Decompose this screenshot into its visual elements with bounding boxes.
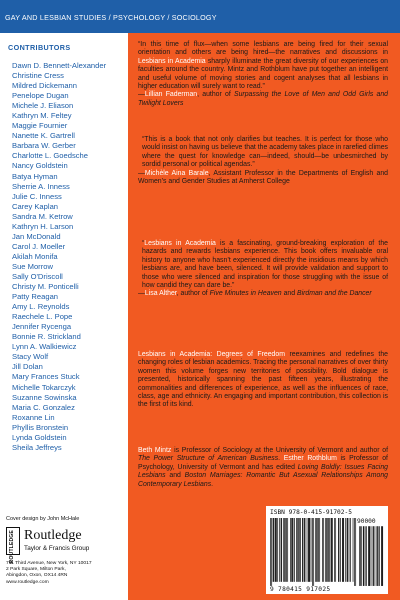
contributor-name: Lynda Goldstein	[12, 432, 67, 442]
quote-text	[138, 240, 388, 290]
description-body: reexamines and redefines the changing roles of lesbian academics. Tracing the personal narratives of over thirty women this volume forges new territories of possibility. Bold dialogue is presented, historically spanning the past fifteen years, illustrating the commonalities and differences of experience, as well as the influences of race, class, age and ethnicity. An engaging and important contribution, this collection is the first of its kind.	[138, 351, 388, 409]
barcode-bar	[340, 518, 341, 582]
quote-text: “This is a book that not only clarifies but teaches. It is perfect for those who would insist on having us believe that the academy takes place in rarefied climes where the quest for knowledge can—indeed, should—be unbesmirched by sordid personal or political agendas.”	[142, 136, 388, 169]
barcode-bar	[305, 518, 306, 582]
contributor-name: Maria C. Gonzalez	[12, 402, 75, 412]
contributor-name: Michele J. Eliason	[12, 101, 74, 111]
cover-design-credit: Cover design by John McHale	[6, 516, 80, 522]
contributor-name: Jill Dolan	[12, 362, 43, 372]
contributor-name: Michelle Tokarczyk	[12, 382, 76, 392]
editor-text: is Professor of Psychology, University of Vermont and has edited	[138, 455, 388, 471]
quote-alther	[138, 240, 388, 299]
barcode-bar	[329, 518, 330, 582]
barcode-bar	[309, 518, 310, 582]
book-title-highlight: Lesbians in Academia: Degrees of Freedom	[138, 351, 285, 358]
editors-bio	[138, 447, 388, 489]
barcode-bar	[325, 518, 326, 582]
routledge-badge	[6, 527, 20, 564]
quote-attribution	[138, 170, 388, 187]
quote-attribution	[138, 91, 388, 108]
contributor-name: Carey Kaplan	[12, 201, 59, 211]
contributor-name: Dawn D. Bennett-Alexander	[12, 61, 107, 70]
contributor-name: Julie C. Inness	[12, 191, 62, 201]
addon-bar	[359, 526, 360, 586]
address-line: 711 Third Avenue, New York, NY 10017	[6, 561, 92, 566]
editor-book: Boston Marriages: Romantic But Asexual Relationships Among Contemporary Lesbians	[138, 472, 388, 488]
barcode-panel	[266, 506, 388, 594]
quote-text-part: “In this time of flux—when some lesbians are being fired for their sexual orientation and others are being hired—the narratives and discussions in	[138, 41, 388, 57]
quote-faderman	[138, 41, 388, 108]
contributor-name: Bonnie R. Strickland	[12, 332, 81, 342]
barcode-bar	[332, 518, 333, 582]
barcode-bar	[338, 518, 339, 582]
contributor-name: Penelope Dugan	[12, 91, 69, 101]
addon-bar	[381, 526, 382, 586]
barcode-bar	[309, 518, 310, 582]
barcode-bar	[300, 518, 301, 582]
barcode-bar	[298, 518, 299, 582]
contributor-name: Jennifer Rycenga	[12, 322, 72, 332]
editor-book: The Power Structure of American Business	[138, 455, 279, 463]
editor-book: Loving Boldly: Issues Facing Lesbians	[138, 463, 389, 480]
contributor-name: Sally O'Driscoll	[12, 271, 63, 281]
contributor-name: Sherrie A. Inness	[12, 181, 70, 191]
attr-text: , author of	[176, 290, 210, 298]
editor-text: .	[278, 455, 284, 463]
contributor-name: Lynn A. Walkiewicz	[12, 342, 77, 352]
contributor-name: Christy M. Ponticelli	[12, 282, 79, 292]
contributor-name: Mary Frances Stuck	[12, 372, 80, 382]
addon-bar	[363, 526, 364, 586]
attr-name: Lisa Alther	[144, 290, 177, 298]
barcode-bar	[326, 518, 327, 582]
quote-barale	[138, 136, 388, 186]
addon-bar	[382, 526, 383, 586]
barcode-bar	[347, 518, 348, 582]
barcode-bar	[342, 518, 343, 582]
contributors-list	[12, 61, 126, 453]
barcode-bar	[273, 518, 274, 582]
contributor-name: Carol J. Moeller	[12, 241, 66, 251]
addon-bar	[378, 526, 379, 586]
barcode-bar	[304, 518, 305, 582]
barcode-bar	[317, 518, 318, 582]
barcode-bar	[354, 518, 355, 586]
addon-bar	[361, 526, 362, 586]
barcode-bar	[299, 518, 300, 582]
barcode-bar	[281, 518, 282, 582]
address-line: Abingdon, Oxon, OX14 4RN	[6, 573, 68, 579]
category-text: GAY AND LESBIAN STUDIES / PSYCHOLOGY / SOCIOLOGY	[5, 13, 217, 22]
attr-name: Michèle Aina Barale	[144, 169, 209, 177]
contributor-name: Kathryn H. Larson	[12, 221, 74, 231]
barcode-bar	[284, 518, 285, 582]
barcode-bar	[275, 518, 276, 582]
barcode-digits: 9 780415 917025	[270, 586, 331, 593]
barcode-bar	[331, 518, 332, 582]
attr-text: , author of	[197, 91, 234, 99]
publisher-address	[6, 561, 124, 586]
barcode-bar	[349, 518, 350, 582]
attr-text: and	[281, 290, 297, 298]
barcode-bar	[328, 518, 329, 582]
contributor-name: Roxanne Lin	[12, 412, 55, 422]
barcode-bar	[347, 518, 348, 582]
addon-bar	[373, 526, 374, 586]
isbn-number: ISBN 978-0-415-91702-5	[270, 509, 352, 516]
contributor-name: Stacy Wolf	[12, 352, 49, 362]
barcode-bar	[334, 518, 335, 582]
barcode-bar	[343, 518, 344, 582]
editor-text: is Professor of Sociology at the University of Vermont and author of	[171, 447, 388, 454]
addon-bar	[365, 526, 366, 586]
addon-bar	[377, 526, 378, 586]
book-description	[138, 351, 388, 410]
contributor-name: Nanette K. Gartrell	[12, 131, 75, 141]
contributor-name: Akilah Monifa	[12, 251, 58, 261]
publisher-name: Routledge	[24, 528, 82, 543]
quote-text	[138, 41, 388, 91]
editor-text: and	[165, 472, 185, 480]
barcode-bar	[303, 518, 304, 582]
barcode-bar	[276, 518, 277, 582]
barcode-bar	[296, 518, 297, 582]
barcode-bar	[287, 518, 288, 582]
barcode-bar	[291, 518, 292, 582]
address-line: www.routledge.com	[6, 579, 49, 585]
contributor-name: Sheila Jeffreys	[12, 442, 62, 452]
addon-bar	[371, 526, 372, 586]
barcode-bar	[273, 518, 274, 582]
barcode-bar	[313, 518, 314, 586]
barcode-bar	[279, 518, 280, 582]
contributor-name: Sandra M. Ketrow	[12, 211, 73, 221]
barcode-bar	[323, 518, 324, 582]
contributor-name: Christine Cress	[12, 71, 64, 81]
quote-text-part: “	[142, 240, 145, 247]
barcode-bar	[281, 518, 282, 582]
contributors-heading: CONTRIBUTORS	[8, 43, 71, 52]
attr-dash: —	[138, 91, 145, 99]
editors-text	[138, 447, 388, 489]
editor-name: Esther Rothblum	[283, 455, 337, 463]
barcode-bars	[270, 518, 384, 588]
contributor-name: Batya Hyman	[12, 171, 58, 181]
barcode-bar	[275, 518, 276, 582]
attr-book: Five Minutes in Heaven	[209, 290, 282, 298]
barcode-bar	[315, 518, 316, 582]
addon-bar	[375, 526, 376, 586]
barcode-bar	[355, 518, 356, 586]
barcode-bar	[312, 518, 313, 586]
barcode-bar	[316, 518, 317, 582]
addon-bar	[377, 526, 378, 586]
barcode-bar	[353, 518, 354, 582]
description-text	[138, 351, 388, 410]
routledge-badge-text: ROUTLEDGE	[9, 530, 15, 564]
address-line: 2 Park Square, Milton Park,	[6, 567, 66, 573]
barcode-bar	[293, 518, 294, 582]
addon-bar	[373, 526, 374, 586]
addon-bar	[364, 526, 365, 586]
category-band	[0, 0, 400, 33]
barcode-bar	[339, 518, 340, 582]
barcode-bar	[311, 518, 312, 582]
barcode-bar	[345, 518, 346, 582]
contributor-name: Jan McDonald	[12, 231, 61, 241]
contributor-name: Mildred Dickemann	[12, 81, 77, 91]
attr-name: Lillian Faderman	[144, 91, 198, 99]
editor-text: .	[211, 480, 214, 488]
barcode-bar	[331, 518, 332, 582]
publisher-subtitle: Taylor & Francis Group	[24, 545, 90, 552]
book-title-highlight: Lesbians in Academia	[144, 240, 216, 247]
quote-text-part: is a fascinating, ground-breaking exploration of the hazards and rewards lesbians experience. This book offers invaluable oral history to anyone who hasn’t experienced directly the insidious means by which lesbians are, and have been, silenced. It will provide validation and support to those who were silenced and inspiration for those struggling with the issue of how candid they can dare be.”	[142, 240, 388, 290]
contributor-name: Kathryn M. Feltey	[12, 111, 72, 121]
contributor-name: Sue Morrow	[12, 261, 53, 271]
barcode-bar	[350, 518, 351, 582]
barcode-bar	[286, 518, 287, 582]
barcode-bar	[292, 518, 293, 582]
contributor-name: Raechele L. Pope	[12, 312, 73, 322]
contributor-name: Barbara W. Gerber	[12, 141, 76, 151]
barcode-bar	[308, 518, 309, 582]
contributor-name: Nancy Goldstein	[12, 161, 68, 171]
contributor-name: Amy L. Reynolds	[12, 302, 70, 312]
barcode-bar	[319, 518, 320, 582]
barcode-bar	[294, 518, 295, 582]
contributor-name: Patty Reagan	[12, 292, 59, 302]
attr-dash: —	[138, 169, 145, 177]
attr-book: Surpassing the Love of Men and Odd Girls and Twilight Lovers	[138, 91, 388, 107]
addon-bar	[382, 526, 383, 586]
attr-text: , Assistant Professor in the Departments of English and Women’s and Gender Studies at Amherst College	[138, 169, 388, 186]
price-code: 90000	[357, 518, 376, 525]
barcode-bar	[343, 518, 344, 582]
barcode-bar	[277, 518, 278, 582]
barcode-bar	[327, 518, 328, 582]
contributor-name: Maggie Fournier	[12, 121, 68, 131]
addon-bar	[368, 526, 369, 586]
barcode-bar	[285, 518, 286, 582]
barcode-bar	[322, 518, 323, 582]
barcode-bar	[318, 518, 319, 582]
attr-dash: —	[138, 290, 145, 298]
barcode-bar	[290, 518, 291, 582]
addon-bar	[369, 526, 370, 586]
attr-book: Birdman and the Dancer	[296, 290, 372, 298]
quote-text-part: sharply illuminate the great diversity of our experiences on faculties around the country. Mintz and Rothblum have put together an intelligent and useful volume of moving stories and cogent analyses that all lesbians in higher education will surely want to read.”	[138, 57, 388, 91]
addon-bar	[360, 526, 361, 586]
addon-bar	[366, 526, 367, 586]
contributor-name: Suzanne Sowinska	[12, 392, 77, 402]
editor-name: Beth Mintz	[138, 447, 172, 454]
barcode-bar	[297, 518, 298, 582]
addon-bar	[379, 526, 380, 586]
addon-bar	[369, 526, 370, 586]
contributor-name: Phyllis Bronstein	[12, 422, 69, 432]
barcode-bar	[307, 518, 308, 582]
contributor-name: Charlotte L. Goedsche	[12, 151, 88, 161]
quote-attribution	[138, 290, 388, 298]
barcode-bar	[283, 518, 284, 582]
barcode-bar	[271, 518, 272, 586]
barcode-bar	[335, 518, 336, 582]
barcode-bar	[270, 518, 271, 586]
book-title-highlight: Lesbians in Academia	[138, 57, 206, 65]
barcode-bar	[302, 518, 303, 582]
